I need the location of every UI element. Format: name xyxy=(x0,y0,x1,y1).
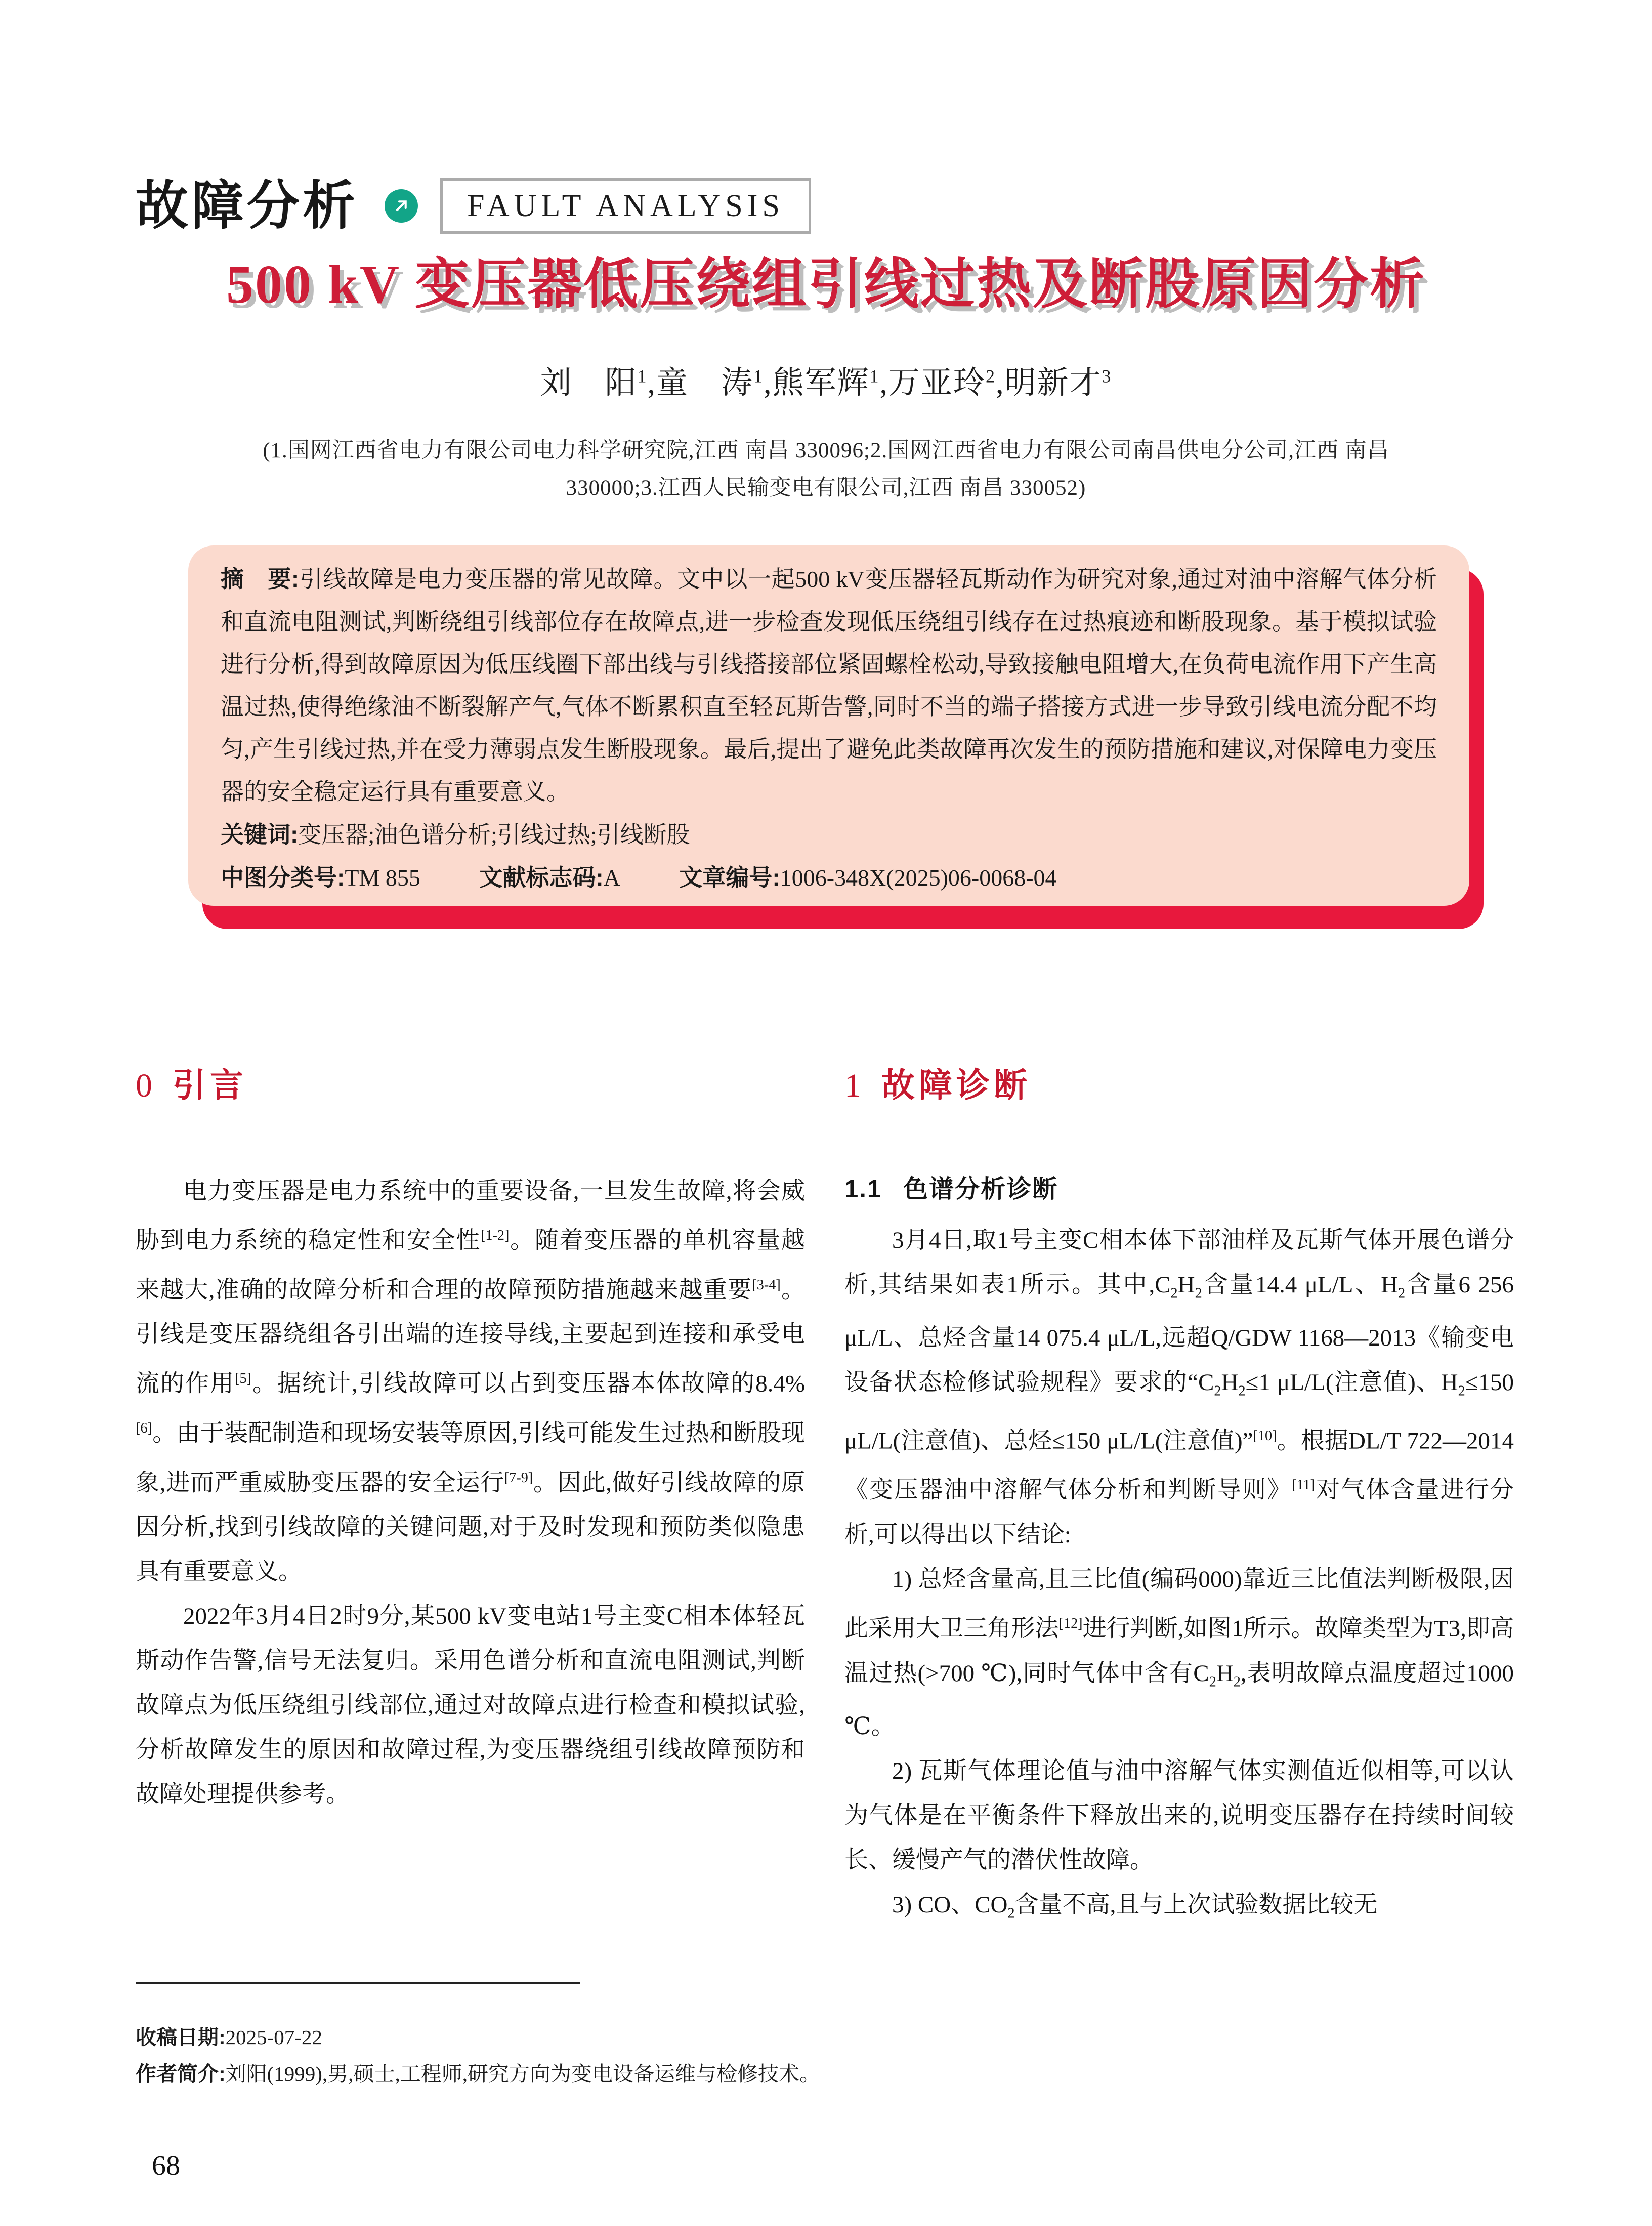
left-column xyxy=(136,1065,805,1936)
abstract-text: 引线故障是电力变压器的常见故障。文中以一起500 kV变压器轻瓦斯动作为研究对象,通过对油中溶解气体分析和直流电阻测试,判断绕组引线部位存在故障点,进一步检查发现低压绕组引线存在过热痕迹和断股现象。基于模拟试验进行分析,得到故障原因为低压线圈下部出线与引线搭接部位紧固螺栓松动,导致接触电阻增大,在负荷电流作用下产生高温过热,使得绝缘油不断裂解产气,气体不断累积直至轻瓦斯告警,同时不当的端子搭接方式进一步导致引线电流分配不均匀,产生引线过热,并在受力薄弱点发生断股现象。最后,提出了避免此类故障再次发生的预防措施和建议,对保障电力变压器的安全稳定运行具有重要意义。 xyxy=(221,566,1437,805)
clc-label: 中图分类号: xyxy=(221,864,345,891)
affiliation-line-2: 330000;3.江西人民输变电有限公司,江西 南昌 330052) xyxy=(566,476,1086,500)
footnote-divider xyxy=(136,1982,580,1984)
subsection-heading-1-1 xyxy=(844,1169,1514,1213)
received-date-label: 收稿日期: xyxy=(136,2026,226,2049)
received-date-value: 2025-07-22 xyxy=(225,2026,322,2049)
author-bio-label: 作者简介: xyxy=(136,2062,226,2085)
doc-code-value: A xyxy=(603,865,620,891)
authors-line: 刘 阳$^1$,童 涛$^1$,熊军辉$^1$,万亚玲$^2$,明新才$^3$ xyxy=(540,366,1112,400)
author-bio-line xyxy=(136,2057,820,2087)
northeast-arrow-icon xyxy=(392,196,411,216)
paragraph: 1) 总烃含量高,且三比值(编码000)靠近三比值法判断极限,因此采用大卫三角形法[12]进行判断,如图1所示。故障类型为T3,即高温过热(>700 ℃),同时气体中含有$C_2H_2$,表明故障点温度超过1000 ℃。 xyxy=(844,1566,1514,1740)
page-header xyxy=(136,178,811,234)
body-columns xyxy=(136,1065,1514,1936)
doc-code-group xyxy=(479,856,620,899)
abstract-card-body xyxy=(188,545,1469,906)
paragraph: 3月4日,取1号主变C相本体下部油样及瓦斯气体开展色谱分析,其结果如表1所示。其中$,C_2H_2$含量14.4 μL/L、$H_2$含量6 256 μL/L、总烃含量14 075.4 μL/L,远超Q/GDW 1168—2013《输变电设备状态检修试验规程》要求的“$C_2H_2\le 1$ μL/L(注意值)、$H_2\le 150$ μL/L(注意值)、总烃≤150 μL/L(注意值)”[10]。根据DL/T 722—2014《变压器油中溶解气体分析和判断导则》[11]对气体含量进行分析,可以得出以下结论: xyxy=(844,1227,1514,1548)
clc-value: TM 855 xyxy=(345,865,420,891)
column-title-cn: 故障分析 xyxy=(136,177,359,236)
keywords-line xyxy=(221,813,1437,856)
section-heading-0 xyxy=(136,1065,805,1121)
arrow-circle-badge xyxy=(385,189,418,223)
keywords-label: 关键词: xyxy=(221,821,299,848)
section-number: 1 xyxy=(844,1067,861,1104)
subsection-number: 1.1 xyxy=(844,1175,882,1203)
clc-group xyxy=(221,856,420,899)
section-number: 0 xyxy=(136,1067,152,1104)
classification-line xyxy=(221,856,1437,899)
abstract-paragraph xyxy=(221,558,1437,813)
column-title-en: FAULT ANALYSIS xyxy=(467,189,784,223)
doc-code-label: 文献标志码: xyxy=(479,864,604,891)
article-id-group xyxy=(679,856,1056,899)
subsection-title: 色谱分析诊断 xyxy=(903,1175,1058,1203)
article-id-label: 文章编号: xyxy=(679,864,780,891)
section-heading-1 xyxy=(844,1065,1514,1121)
keywords-text: 变压器;油色谱分析;引线过热;引线断股 xyxy=(298,822,690,848)
abstract-card xyxy=(188,545,1469,906)
article-title: 500 kV 变压器低压绕组引线过热及断股原因分析 xyxy=(226,255,1426,315)
section-title: 引言 xyxy=(173,1066,247,1104)
received-date-line xyxy=(136,2021,322,2050)
paragraph: 2022年3月4日2时9分,某500 kV变电站1号主变C相本体轻瓦斯动作告警,信号无法复归。采用色谱分析和直流电阻测试,判断故障点为低压绕组引线部位,通过对故障点进行检查和模拟试验,分析故障发生的原因和故障过程,为变压器绕组引线故障预防和故障处理提供参考。 xyxy=(136,1603,805,1808)
paragraph: 2) 瓦斯气体理论值与油中溶解气体实测值近似相等,可以认为气体是在平衡条件下释放出来的,说明变压器存在持续时间较长、缓慢产气的潜伏性故障。 xyxy=(844,1758,1514,1874)
page-number: 68 xyxy=(152,2150,180,2181)
column-title-en-box xyxy=(440,178,811,234)
paragraph: 3) CO、$CO_2$含量不高,且与上次试验数据比较无 xyxy=(892,1892,1378,1921)
paragraph: 电力变压器是电力系统中的重要设备,一旦发生故障,将会威胁到电力系统的稳定性和安全性[1-2]。随着变压器的单机容量越来越大,准确的故障分析和合理的故障预防措施越来越重要[3-4]。引线是变压器绕组各引出端的连接导线,主要起到连接和承受电流的作用[5]。据统计,引线故障可以占到变压器本体故障的8.4%[6]。由于装配制造和现场安装等原因,引线可能发生过热和断股现象,进而严重威胁变压器的安全运行[7-9]。因此,做好引线故障的原因分析,找到引线故障的关键问题,对于及时发现和预防类似隐患具有重要意义。 xyxy=(136,1178,806,1585)
affiliation-line-1: (1.国网江西省电力有限公司电力科学研究院,江西 南昌 330096;2.国网江西省电力有限公司南昌供电分公司,江西 南昌 xyxy=(263,439,1389,463)
right-column xyxy=(844,1065,1514,1936)
article-id-value: 1006-348X(2025)06-0068-04 xyxy=(780,865,1057,891)
abstract-label: 摘 要: xyxy=(221,566,300,592)
section-title: 故障诊断 xyxy=(881,1066,1031,1104)
author-bio-text: 刘阳(1999),男,硕士,工程师,研究方向为变电设备运维与检修技术。 xyxy=(225,2062,820,2085)
